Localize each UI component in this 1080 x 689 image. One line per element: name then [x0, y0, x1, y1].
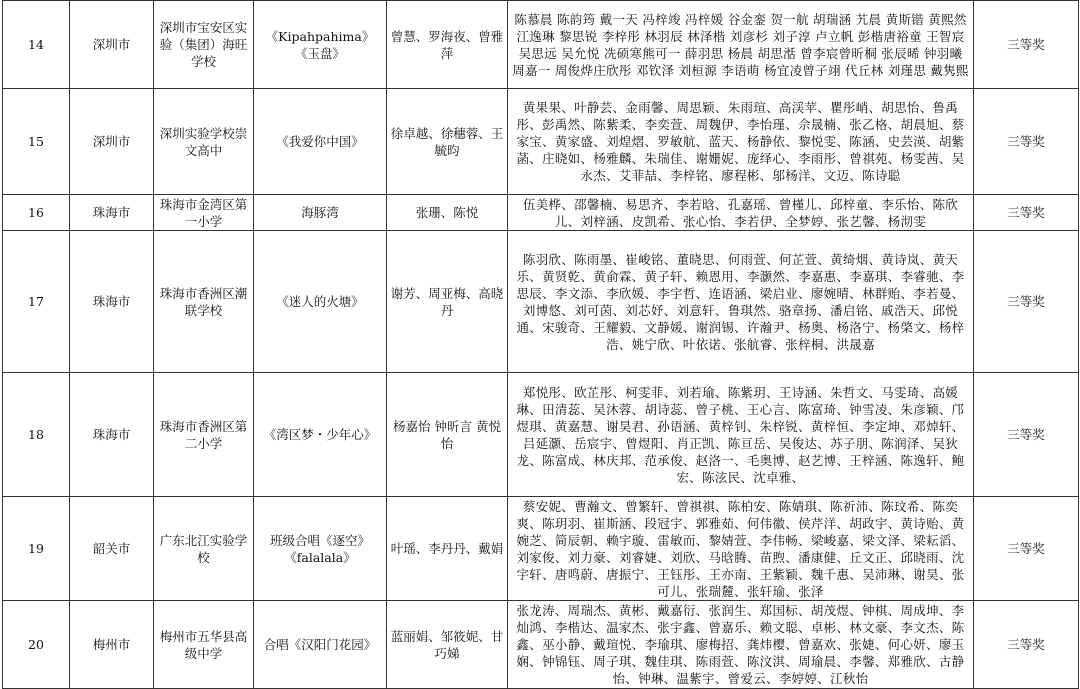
award-cell: 三等奖 [974, 195, 1079, 231]
school-cell: 珠海市香洲区潮联学校 [154, 231, 254, 373]
table-body [3, 1, 1079, 689]
city-cell: 深圳市 [70, 89, 154, 195]
students-cell: 蔡安妮、曹瀚文、曾繁轩、曾祺祺、陈柏安、陈婧琪、陈祈沛、陈玟希、陈奕爽、陈玥羽、崔斯涵、段冠宇、郭雅茹、何伟徽、侯芹洋、胡政宇、黄诗贻、黄婉芝、简辰朝、赖宇璇、雷敏而、黎婧萱、李伟畅、梁峻嘉、梁文泽、梁耘滔、刘家俊、刘力豪、刘睿婕、刘欣、马晗腾、苗煦、潘康健、丘文正、邱晓雨、沈宇轩、唐鸣蔚、唐振宁、王钰彤、王亦南、王紫颖、魏千惠、吴沛琳、谢昊、张可儿、张瑞麓、张轩瑜、张泽 [508, 497, 974, 601]
table-row [3, 231, 1079, 373]
row-number: 19 [3, 497, 70, 601]
table-row [3, 195, 1079, 231]
city-cell: 珠海市 [70, 195, 154, 231]
award-cell: 三等奖 [974, 89, 1079, 195]
teachers-cell: 徐卓越、徐穗蓉、王毓昀 [387, 89, 508, 195]
students-cell: 陈羽欣、陈雨墨、崔峻铭、董晓思、何雨萱、何芷萱、黄绮烟、黄诗岚、黄天乐、黄贤乾、黄俞霖、黄子轩、赖恩用、李灏然、李嘉惠、李嘉琪、李睿驰、李思辰、李文添、李欣媛、李宇哲、连语涵、梁启业、廖婉晴、林群贻、李若曼、刘博悠、刘可茵、刘芯妤、刘意轩、鲁琪然、骆章扬、潘启铭、戚浩天、邱悦通、宋骏奇、王耀毅、文静媛、谢润锡、许瀚尹、杨奥、杨洛宁、杨棨文、杨梓浩、姚宁欣、叶依诺、张航睿、张梓桐、洪晟嘉 [508, 231, 974, 373]
teachers-cell: 谢芳、周亚梅、高晓丹 [387, 231, 508, 373]
city-cell: 珠海市 [70, 373, 154, 497]
row-number: 17 [3, 231, 70, 373]
row-number: 18 [3, 373, 70, 497]
award-cell: 三等奖 [974, 373, 1079, 497]
students-cell: 伍美桦、邵馨楠、易思齐、李若晗、孔嘉瑶、曾槿儿、邱梓童、李乐怡、陈欣儿、刘梓涵、皮凯希、张心怡、李若伊、全梦婷、张艺馨、杨沏雯 [508, 195, 974, 231]
school-cell: 深圳市宝安区实验（集团）海旺学校 [154, 1, 254, 89]
table-row [3, 497, 1079, 601]
city-cell: 韶关市 [70, 497, 154, 601]
teachers-cell: 张珊、陈悦 [387, 195, 508, 231]
students-cell: 张龙涛、周瑞杰、黄彬、戴嘉衍、张润生、郑国标、胡茂煜、钟棋、周成坤、李灿鸿、李楷达、温家杰、张宇鑫、曾嘉乐、赖文聪、卓彬、林文豪、李文杰、陈鑫、巫小静、戴瑄悦、李瑜琪、廖梅招、龚炜樱、曾嘉欢、张婕、何心妍、廖玉娴、钟锦钰、周子琪、魏佳琪、陈雨萱、陈汶淇、周瑜晨、李馨、郑雅欣、古静怡、钟琳、温紫宇、曾爱云、李婷婷、江秋怡 [508, 601, 974, 689]
students-cell: 黄果果、叶静芸、金雨馨、周思颖、朱雨瑄、高渓苹、瞿彤峭、胡思怡、鲁禹彤、彭禹然、陈紫柔、李奕萱、周魏伊、李怡瑾、佘晟楠、张乙格、胡晨旭、蔡家宝、黄家盛、刘煌熠、罗敏航、蓝天、杨静依、黎悦雯、陈涵、史芸渶、胡紫菡、庄晓如、杨雅麟、朱瑞佳、谢姗妮、庞绎心、李雨彤、曾祺苑、杨雯茜、吴永杰、艾菲喆、李梓铭、廖程彬、邬杨洋、文迈、陈诗聪 [508, 89, 974, 195]
work-title-cell: 《我爱你中国》 [254, 89, 387, 195]
city-cell: 梅州市 [70, 601, 154, 689]
students-cell: 郑悦彤、欧芷彤、柯雯菲、刘若瑜、陈紫玥、王诗涵、朱哲文、马雯琦、高媛琳、田清蕊、吴沐蓉、胡诗蕊、曾子桃、王心言、陈富琦、钟雪凌、朱彦颖、邝煜琪、黄嘉慧、谢昊君、孙语涵、黄梓钊、朱梓锐、黄梓恒、李定坤、邓焯轩、吕延灏、岳宸宇、曾煜阳、肖正凯、陈亘岳、吴俊达、苏子朋、陈润泽、吴狄龙、陈富成、林庆邦、范承俊、赵洛一、毛奥博、赵艺博、王梓涵、陈逸轩、鲍 宏、陈泫民、沈卓雅、 [508, 373, 974, 497]
row-number: 16 [3, 195, 70, 231]
table-row [3, 1, 1079, 89]
school-cell: 珠海市金湾区第一小学 [154, 195, 254, 231]
school-cell: 深圳实验学校崇文高中 [154, 89, 254, 195]
work-title-cell: 海豚湾 [254, 195, 387, 231]
teachers-cell: 蓝丽娟、邹筱妮、甘巧娣 [387, 601, 508, 689]
teachers-cell: 叶瑶、李丹丹、戴娟 [387, 497, 508, 601]
work-title-cell: 《湾区梦・少年心》 [254, 373, 387, 497]
table-row [3, 601, 1079, 689]
city-cell: 珠海市 [70, 231, 154, 373]
work-title-cell: 《Kipahpahima》《玉盘》 [254, 1, 387, 89]
award-cell: 三等奖 [974, 1, 1079, 89]
work-title-cell: 合唱《汉阳门花园》 [254, 601, 387, 689]
award-cell: 三等奖 [974, 231, 1079, 373]
school-cell: 珠海市香洲区第二小学 [154, 373, 254, 497]
row-number: 14 [3, 1, 70, 89]
row-number: 20 [3, 601, 70, 689]
awards-table [2, 0, 1079, 689]
row-number: 15 [3, 89, 70, 195]
students-cell: 陈慕晨 陈韵筠 戴一天 冯梓竣 冯梓媛 谷金銮 贺一航 胡瑞涵 艽晨 黄斯锴 黄熙然 江逸琳 黎思锐 李梓彤 林羽辰 林泽楷 刘彦杉 刘子淳 卢立帆 彭楷唐裕童 王智宸 吴思远 吴允悦 冼硕寒熊可一 薛羽思 杨晨 胡思湉 曾李宸曾昕桐 张辰晞 钟羽曦 周嘉一 周俊烨庄欣彤 邓钦泽 刘桓源 李语萌 杨宜凌曾子翊 代丘林 刘瑾思 戴隽熙 [508, 1, 974, 89]
work-title-cell: 班级合唱《逐空》《falalala》 [254, 497, 387, 601]
work-title-cell: 《迷人的火塘》 [254, 231, 387, 373]
award-cell: 三等奖 [974, 601, 1079, 689]
award-cell: 三等奖 [974, 497, 1079, 601]
city-cell: 深圳市 [70, 1, 154, 89]
school-cell: 梅州市五华县高级中学 [154, 601, 254, 689]
table-row [3, 373, 1079, 497]
teachers-cell: 曾慧、罗海夜、曾雅萍 [387, 1, 508, 89]
school-cell: 广东北江实验学校 [154, 497, 254, 601]
table-row [3, 89, 1079, 195]
teachers-cell: 杨嘉怡 钟昕言 黄悦怡 [387, 373, 508, 497]
